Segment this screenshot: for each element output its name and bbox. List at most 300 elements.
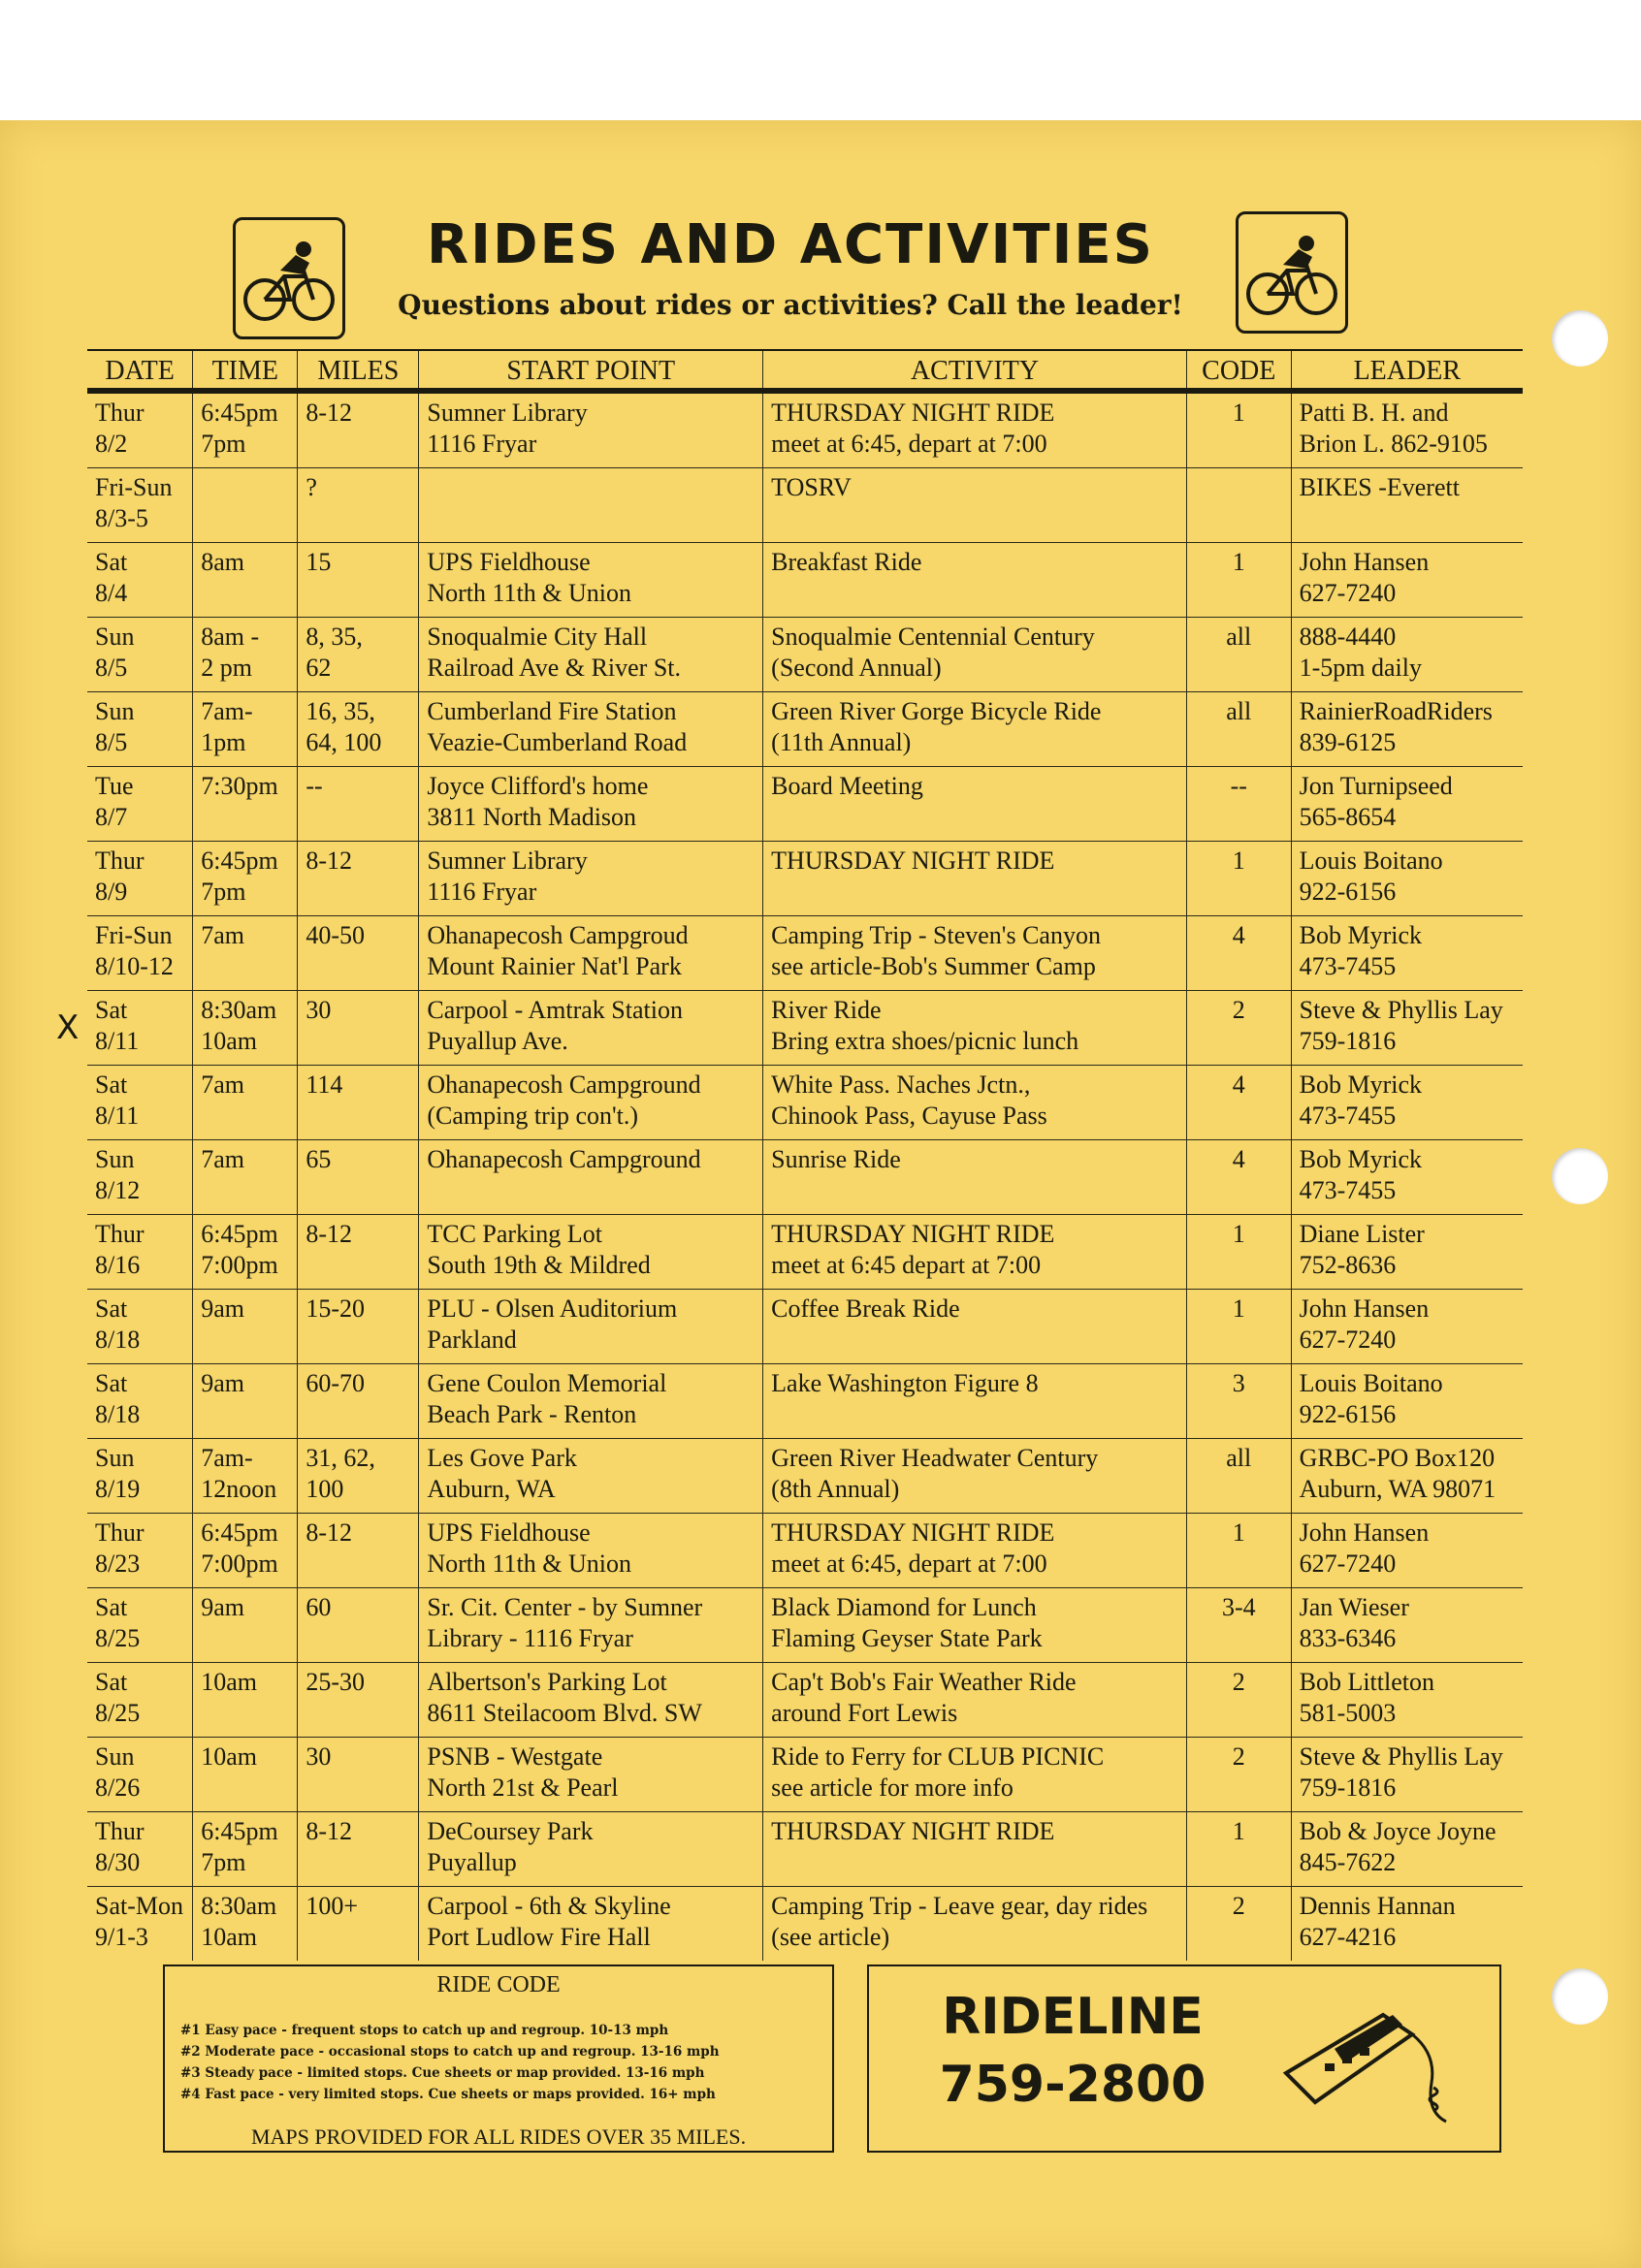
cell-date-line: Thur: [95, 1518, 145, 1547]
cell-miles-line: 8-12: [306, 847, 353, 875]
cell-code: 3-4: [1186, 1588, 1291, 1663]
cell-miles-line: 100: [306, 1475, 344, 1503]
cell-leader-line: 627-7240: [1299, 579, 1397, 607]
cell-date-line: Sun: [95, 1145, 135, 1173]
cell-leader-line: Dennis Hannan: [1299, 1892, 1456, 1920]
cell-start-point-line: Ohanapecosh Campground: [427, 1070, 701, 1099]
cell-start-point-line: Veazie-Cumberland Road: [427, 728, 688, 756]
cell-leader-line: 473-7455: [1299, 952, 1397, 980]
punch-hole: [1552, 1968, 1608, 2025]
cell-date-line: 8/26: [95, 1773, 141, 1802]
cell-date: [87, 916, 193, 991]
ride-code-item: #1 Easy pace - frequent stops to catch up and regroup. 10-13 mph: [180, 2023, 669, 2038]
cell-start-point: [419, 1439, 763, 1514]
cell-activity: [763, 1215, 1187, 1290]
cell-leader-line: 888-4440: [1299, 623, 1397, 651]
cell-date: [87, 1514, 193, 1588]
cell-start-point: [419, 468, 763, 543]
cell-leader-line: Jon Turnipseed: [1299, 772, 1453, 800]
cell-date-line: Sat: [95, 1070, 128, 1099]
cell-start-point-line: Carpool - Amtrak Station: [427, 996, 683, 1024]
cell-leader: [1291, 1588, 1523, 1663]
table-row: [87, 618, 1523, 692]
cell-start-point-line: UPS Fieldhouse: [427, 548, 591, 576]
cell-start-point-line: DeCoursey Park: [427, 1817, 594, 1845]
table-row: [87, 391, 1523, 468]
cell-activity-line: (8th Annual): [771, 1475, 900, 1503]
cell-time-line: 2 pm: [201, 654, 252, 682]
cell-time: [193, 543, 298, 618]
cell-date-line: 9/1-3: [95, 1923, 148, 1951]
cell-activity-line: meet at 6:45, depart at 7:00: [771, 1549, 1047, 1578]
cell-start-point: [419, 767, 763, 842]
cell-start-point-line: Auburn, WA: [427, 1475, 556, 1503]
cell-miles: [298, 1364, 419, 1439]
cell-time: [193, 1887, 298, 1962]
cell-leader: [1291, 1812, 1523, 1887]
cell-leader-line: 565-8654: [1299, 803, 1397, 831]
cell-activity: [763, 1812, 1187, 1887]
cell-start-point-line: Sr. Cit. Center - by Sumner: [427, 1593, 703, 1621]
cell-leader-line: 845-7622: [1299, 1848, 1397, 1876]
cell-date-line: Sun: [95, 623, 135, 651]
cell-activity: [763, 991, 1187, 1066]
page-subtitle: Questions about rides or activities? Call the leader!: [398, 289, 1183, 321]
cell-code: 1: [1186, 391, 1291, 468]
cell-code: 2: [1186, 1663, 1291, 1738]
table-row: [87, 767, 1523, 842]
cell-date-line: Sun: [95, 1742, 135, 1771]
cell-leader-line: 581-5003: [1299, 1699, 1397, 1727]
cell-time-line: 9am: [201, 1369, 244, 1397]
cell-date-line: 8/30: [95, 1848, 141, 1876]
page-title: RIDES AND ACTIVITIES: [427, 213, 1154, 276]
cell-miles-line: 25-30: [306, 1668, 366, 1696]
cell-date-line: 8/16: [95, 1251, 141, 1279]
table-row: [87, 1887, 1523, 1962]
cell-time: [193, 1514, 298, 1588]
cell-activity-line: Ride to Ferry for CLUB PICNIC: [771, 1742, 1105, 1771]
cell-time-line: 10am: [201, 1668, 257, 1696]
cell-leader-line: Bob Myrick: [1299, 1070, 1422, 1099]
cell-time-line: 7am-: [201, 697, 253, 725]
cell-date: [87, 1290, 193, 1364]
cell-code: 1: [1186, 1290, 1291, 1364]
cell-leader: [1291, 1439, 1523, 1514]
cell-time-line: 7am: [201, 921, 244, 949]
cell-leader: [1291, 468, 1523, 543]
rideline-title: RIDELINE: [942, 1988, 1204, 2046]
cell-code: 1: [1186, 1514, 1291, 1588]
table-row: [87, 1663, 1523, 1738]
cell-start-point-line: 1116 Fryar: [427, 878, 537, 906]
cell-miles-line: 30: [306, 1742, 332, 1771]
cell-miles: [298, 767, 419, 842]
cell-code: 2: [1186, 1738, 1291, 1812]
cell-date: [87, 1663, 193, 1738]
cell-leader-line: 627-4216: [1299, 1923, 1397, 1951]
cell-leader-line: RainierRoadRiders: [1299, 697, 1493, 725]
cell-activity-line: Board Meeting: [771, 772, 923, 800]
cell-leader: [1291, 1290, 1523, 1364]
cell-miles-line: 30: [306, 996, 332, 1024]
table-row: [87, 692, 1523, 767]
cell-time: [193, 991, 298, 1066]
cell-time-line: 7pm: [201, 1848, 246, 1876]
cell-leader-line: Jan Wieser: [1299, 1593, 1409, 1621]
cell-activity-line: TOSRV: [771, 473, 852, 501]
cell-date-line: Sat-Mon: [95, 1892, 183, 1920]
cell-leader: [1291, 1514, 1523, 1588]
cell-activity-line: Coffee Break Ride: [771, 1294, 960, 1323]
cell-miles: [298, 1887, 419, 1962]
cell-leader-line: Steve & Phyllis Lay: [1299, 1742, 1503, 1771]
cell-start-point: [419, 1066, 763, 1140]
cell-miles-line: 65: [306, 1145, 332, 1173]
cell-miles-line: 60: [306, 1593, 332, 1621]
cell-activity: [763, 391, 1187, 468]
cell-activity: [763, 1514, 1187, 1588]
cell-activity-line: THURSDAY NIGHT RIDE: [771, 1220, 1055, 1248]
cell-date-line: Sun: [95, 1444, 135, 1472]
cell-time-line: 6:45pm: [201, 1817, 278, 1845]
cell-date-line: Sat: [95, 996, 128, 1024]
cell-leader: [1291, 1066, 1523, 1140]
cell-miles: [298, 692, 419, 767]
rides-table: [87, 349, 1523, 1961]
cell-start-point-line: Mount Rainier Nat'l Park: [427, 952, 682, 980]
cell-date-line: 8/18: [95, 1326, 141, 1354]
cell-date: [87, 1140, 193, 1215]
cell-time-line: 1pm: [201, 728, 246, 756]
cell-miles-line: 16, 35,: [306, 697, 375, 725]
cell-start-point: [419, 1588, 763, 1663]
cell-leader: [1291, 1663, 1523, 1738]
cell-leader-line: 627-7240: [1299, 1326, 1397, 1354]
cell-leader-line: Louis Boitano: [1299, 1369, 1443, 1397]
cell-leader: [1291, 543, 1523, 618]
cell-time: [193, 1812, 298, 1887]
cell-start-point-line: Carpool - 6th & Skyline: [427, 1892, 671, 1920]
cell-activity-line: Green River Gorge Bicycle Ride: [771, 697, 1102, 725]
cell-miles: [298, 391, 419, 468]
column-header-miles: MILES: [298, 350, 419, 391]
cell-date-line: Sat: [95, 1369, 128, 1397]
cell-start-point: [419, 916, 763, 991]
cell-code: 4: [1186, 916, 1291, 991]
cell-activity: [763, 1663, 1187, 1738]
cell-start-point-line: Parkland: [427, 1326, 517, 1354]
cell-leader-line: Bob Myrick: [1299, 921, 1422, 949]
cell-miles: [298, 468, 419, 543]
maps-note: MAPS PROVIDED FOR ALL RIDES OVER 35 MILES.: [250, 2124, 747, 2149]
cell-miles-line: 8-12: [306, 1518, 353, 1547]
cell-start-point-line: Ohanapecosh Campgroud: [427, 921, 689, 949]
cell-miles: [298, 1140, 419, 1215]
cell-date-line: 8/19: [95, 1475, 141, 1503]
table-row: [87, 1364, 1523, 1439]
cell-activity-line: Camping Trip - Leave gear, day rides: [771, 1892, 1148, 1920]
cell-miles-line: ?: [306, 473, 317, 501]
cell-time-line: 7:00pm: [201, 1251, 278, 1279]
table-row: [87, 1140, 1523, 1215]
cell-start-point-line: Puyallup Ave.: [427, 1027, 568, 1055]
cell-start-point-line: Beach Park - Renton: [427, 1400, 637, 1428]
cell-code: 1: [1186, 842, 1291, 916]
cell-time-line: 6:45pm: [201, 1518, 278, 1547]
cell-activity: [763, 1364, 1187, 1439]
cell-miles: [298, 991, 419, 1066]
column-header-activity: ACTIVITY: [763, 350, 1187, 391]
cell-start-point-line: Port Ludlow Fire Hall: [427, 1923, 651, 1951]
cell-date: [87, 991, 193, 1066]
cell-start-point-line: UPS Fieldhouse: [427, 1518, 591, 1547]
cell-date-line: 8/3-5: [95, 504, 148, 532]
cell-date: [87, 767, 193, 842]
flyer-header: [233, 213, 1348, 330]
cell-time: [193, 842, 298, 916]
rideline-box: [867, 1965, 1501, 2153]
cell-date-line: Fri-Sun: [95, 473, 173, 501]
cell-date-line: 8/12: [95, 1176, 141, 1204]
cell-leader: [1291, 391, 1523, 468]
cell-date: [87, 1887, 193, 1962]
handwritten-mark: X: [56, 1008, 80, 1047]
cell-activity-line: Breakfast Ride: [771, 548, 922, 576]
cell-date: [87, 1066, 193, 1140]
cell-start-point: [419, 1140, 763, 1215]
table-row: [87, 1514, 1523, 1588]
cell-miles: [298, 916, 419, 991]
cell-miles: [298, 1215, 419, 1290]
cell-activity-line: Black Diamond for Lunch: [771, 1593, 1037, 1621]
cell-miles: [298, 543, 419, 618]
column-header-time: TIME: [193, 350, 298, 391]
table-row: [87, 1066, 1523, 1140]
cell-activity: [763, 1738, 1187, 1812]
column-header-start-point: START POINT: [419, 350, 763, 391]
cell-miles: [298, 1588, 419, 1663]
cell-activity-line: THURSDAY NIGHT RIDE: [771, 399, 1055, 427]
cell-date: [87, 468, 193, 543]
cell-leader: [1291, 618, 1523, 692]
cell-time-line: 9am: [201, 1593, 244, 1621]
cell-activity-line: Cap't Bob's Fair Weather Ride: [771, 1668, 1077, 1696]
cell-date-line: 8/7: [95, 803, 128, 831]
cell-leader-line: 627-7240: [1299, 1549, 1397, 1578]
cell-time-line: 7pm: [201, 878, 246, 906]
cell-leader-line: 922-6156: [1299, 1400, 1397, 1428]
cell-time-line: 7:30pm: [201, 772, 278, 800]
cell-activity-line: Snoqualmie Centennial Century: [771, 623, 1095, 651]
table-row: [87, 991, 1523, 1066]
cell-time-line: 7pm: [201, 430, 246, 458]
cell-start-point-line: Joyce Clifford's home: [427, 772, 649, 800]
cell-start-point-line: 3811 North Madison: [427, 803, 637, 831]
cell-miles: [298, 1439, 419, 1514]
cell-date-line: 8/23: [95, 1549, 141, 1578]
cell-miles: [298, 618, 419, 692]
cell-miles-line: 31, 62,: [306, 1444, 375, 1472]
table-row: [87, 543, 1523, 618]
cell-leader: [1291, 1364, 1523, 1439]
cell-date-line: Sat: [95, 1294, 128, 1323]
cell-miles: [298, 1514, 419, 1588]
cell-leader-line: BIKES -Everett: [1299, 473, 1460, 501]
cell-start-point: [419, 543, 763, 618]
cell-activity-line: River Ride: [771, 996, 882, 1024]
cell-date: [87, 1364, 193, 1439]
cell-date-line: 8/5: [95, 728, 128, 756]
cell-date-line: Fri-Sun: [95, 921, 173, 949]
column-header-code: CODE: [1186, 350, 1291, 391]
cell-activity-line: THURSDAY NIGHT RIDE: [771, 1518, 1055, 1547]
cell-start-point-line: 8611 Steilacoom Blvd. SW: [427, 1699, 702, 1727]
rideline-phone-number: 759-2800: [939, 2056, 1207, 2114]
cell-time-line: 6:45pm: [201, 847, 278, 875]
cell-leader-line: Bob & Joyce Joyne: [1299, 1817, 1496, 1845]
punch-hole: [1552, 310, 1608, 367]
cell-activity: [763, 692, 1187, 767]
cell-date-line: 8/11: [95, 1027, 140, 1055]
cell-time: [193, 391, 298, 468]
cell-activity: [763, 1439, 1187, 1514]
ride-code-box: [163, 1965, 834, 2153]
ride-code-item: #4 Fast pace - very limited stops. Cue sheets or maps provided. 16+ mph: [180, 2087, 716, 2102]
cell-activity-line: Bring extra shoes/picnic lunch: [771, 1027, 1079, 1055]
table-header-row: [87, 350, 1523, 391]
cell-code: 3: [1186, 1364, 1291, 1439]
cell-start-point-line: Railroad Ave & River St.: [427, 654, 682, 682]
cell-leader-line: John Hansen: [1299, 548, 1430, 576]
cell-miles: [298, 1290, 419, 1364]
cell-start-point-line: Sumner Library: [427, 399, 588, 427]
cell-start-point-line: North 21st & Pearl: [427, 1773, 619, 1802]
cell-activity: [763, 1140, 1187, 1215]
cell-time: [193, 618, 298, 692]
cell-leader: [1291, 1738, 1523, 1812]
cell-activity-line: meet at 6:45 depart at 7:00: [771, 1251, 1042, 1279]
cell-leader: [1291, 916, 1523, 991]
cell-start-point-line: 1116 Fryar: [427, 430, 537, 458]
cell-leader: [1291, 1140, 1523, 1215]
cell-time-line: 8:30am: [201, 1892, 277, 1920]
cell-leader: [1291, 991, 1523, 1066]
cell-leader-line: 752-8636: [1299, 1251, 1397, 1279]
cell-miles: [298, 842, 419, 916]
cell-start-point: [419, 842, 763, 916]
cell-activity: [763, 1887, 1187, 1962]
cell-time-line: 8:30am: [201, 996, 277, 1024]
cell-miles-line: 15-20: [306, 1294, 366, 1323]
cell-activity: [763, 618, 1187, 692]
cell-leader: [1291, 767, 1523, 842]
cell-start-point-line: Library - 1116 Fryar: [427, 1624, 633, 1652]
cell-date-line: Sat: [95, 1593, 128, 1621]
cell-start-point: [419, 1812, 763, 1887]
cell-miles-line: 8-12: [306, 399, 353, 427]
cell-code: 1: [1186, 1812, 1291, 1887]
cell-date-line: 8/2: [95, 430, 128, 458]
cell-start-point: [419, 618, 763, 692]
cell-start-point: [419, 991, 763, 1066]
cell-leader-line: Bob Littleton: [1299, 1668, 1434, 1696]
cell-start-point-line: (Camping trip con't.): [427, 1102, 639, 1130]
cell-time: [193, 1364, 298, 1439]
cell-miles-line: 40-50: [306, 921, 366, 949]
cell-date: [87, 391, 193, 468]
cell-activity-line: Flaming Geyser State Park: [771, 1624, 1043, 1652]
cell-activity-line: THURSDAY NIGHT RIDE: [771, 847, 1055, 875]
cell-miles-line: 114: [306, 1070, 343, 1099]
cell-date: [87, 1588, 193, 1663]
cell-leader-line: John Hansen: [1299, 1294, 1430, 1323]
cell-activity: [763, 916, 1187, 991]
table-row: [87, 468, 1523, 543]
cell-time: [193, 1663, 298, 1738]
cell-activity: [763, 468, 1187, 543]
cell-date-line: Sat: [95, 1668, 128, 1696]
cell-leader-line: 759-1816: [1299, 1773, 1397, 1802]
cell-start-point-line: South 19th & Mildred: [427, 1251, 651, 1279]
cell-start-point-line: North 11th & Union: [427, 1549, 631, 1578]
cell-activity-line: Sunrise Ride: [771, 1145, 901, 1173]
cell-miles-line: 60-70: [306, 1369, 366, 1397]
cell-time-line: 8am: [201, 548, 244, 576]
table-row: [87, 1439, 1523, 1514]
cell-start-point-line: TCC Parking Lot: [427, 1220, 602, 1248]
ride-code-item: #3 Steady pace - limited stops. Cue sheets or map provided. 13-16 mph: [180, 2065, 705, 2081]
cell-date-line: Thur: [95, 1817, 145, 1845]
column-header-date: DATE: [87, 350, 193, 391]
cell-date-line: 8/10-12: [95, 952, 174, 980]
cell-date-line: 8/4: [95, 579, 128, 607]
cell-date: [87, 1812, 193, 1887]
column-header-leader: LEADER: [1291, 350, 1523, 391]
cell-miles-line: 62: [306, 654, 332, 682]
ride-code-list: [180, 2020, 832, 2105]
cell-time-line: 10am: [201, 1742, 257, 1771]
cell-start-point-line: PSNB - Westgate: [427, 1742, 603, 1771]
cell-code: 1: [1186, 543, 1291, 618]
rides-table-body: [87, 391, 1523, 1961]
cell-leader-line: Auburn, WA 98071: [1299, 1475, 1496, 1503]
cell-miles-line: 8-12: [306, 1817, 353, 1845]
cell-start-point-line: Gene Coulon Memorial: [427, 1369, 667, 1397]
cell-time: [193, 1439, 298, 1514]
cell-activity-line: Lake Washington Figure 8: [771, 1369, 1039, 1397]
cell-leader-line: Patti B. H. and: [1299, 399, 1449, 427]
cell-time: [193, 767, 298, 842]
cell-date-line: 8/9: [95, 878, 128, 906]
cell-time-line: 6:45pm: [201, 399, 278, 427]
cell-activity-line: Camping Trip - Steven's Canyon: [771, 921, 1101, 949]
cell-activity-line: (11th Annual): [771, 728, 912, 756]
cell-activity-line: see article for more info: [771, 1773, 1014, 1802]
cell-date-line: 8/25: [95, 1624, 141, 1652]
cell-activity-line: around Fort Lewis: [771, 1699, 958, 1727]
cell-start-point-line: Sumner Library: [427, 847, 588, 875]
cell-leader-line: 473-7455: [1299, 1102, 1397, 1130]
cell-start-point: [419, 1514, 763, 1588]
cell-date-line: Tue: [95, 772, 134, 800]
cell-date-line: 8/25: [95, 1699, 141, 1727]
cell-date-line: 8/18: [95, 1400, 141, 1428]
cell-miles-line: --: [306, 772, 323, 800]
cell-leader-line: 833-6346: [1299, 1624, 1397, 1652]
cell-leader-line: GRBC-PO Box120: [1299, 1444, 1496, 1472]
cell-time: [193, 1738, 298, 1812]
